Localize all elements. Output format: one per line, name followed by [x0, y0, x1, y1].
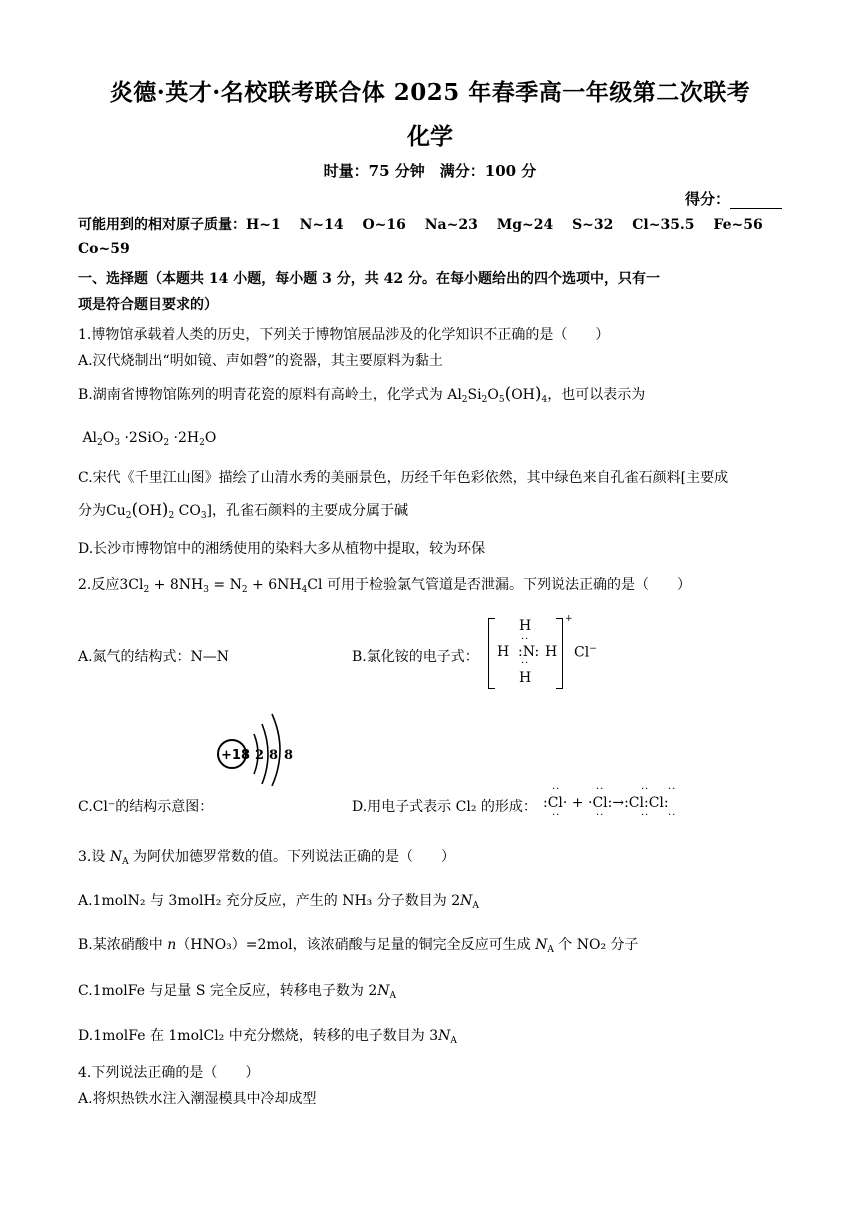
q3-stem: 3.设 $N_A$ 为阿伏加德罗常数的值。下列说法正确的是（ ） — [78, 849, 456, 867]
q1-option-d: D.长沙市博物馆中的湘绣使用的染料大多从植物中提取，较为环保 — [78, 541, 486, 557]
q1-option-c-suffix: ]，孔雀石颜料的主要成分属于碱 — [206, 503, 409, 519]
q1-stem: 1.博物馆承载着人类的历史，下列关于博物馆展品涉及的化学知识不正确的是（ ） — [78, 327, 610, 343]
exam-title: 炎德·英才·名校联考联合体 2025 年春季高一年级第二次联考 — [109, 79, 751, 106]
q4-option-a: A.将炽热铁水注入潮湿模具中冷却成型 — [78, 1091, 317, 1107]
score-label: 得分： — [684, 190, 730, 208]
score-field — [685, 188, 782, 209]
cl-ion-structure-diagram — [210, 706, 310, 786]
q3-option-d: D.1molFe 在 1molCl₂ 中充分燃烧，转移的电子数目为 $3N_A$ — [78, 1028, 457, 1046]
svg-text:8: 8 — [284, 748, 294, 763]
svg-text:2: 2 — [255, 748, 265, 763]
q3-option-c-text: C.1molFe 与足量 S 完全反应，转移电子数为 — [78, 983, 364, 999]
time-info: 时量：75 分钟 满分：100 分 — [323, 162, 537, 180]
kaolin-formula: $Al_2Si_2O_5(OH)_4$ — [447, 384, 548, 405]
q2-option-b: B.氯化铵的电子式： — [352, 649, 479, 665]
q1-option-c-prefix: 分为 — [78, 503, 106, 519]
q2-stem-suffix: 可用于检验氯气管道是否泄漏。下列说法正确的是（ ） — [326, 577, 691, 593]
exam-page: 炎德·英才·名校联考联合体 2025 年春季高一年级第二次联考 化学 时量：75 分钟 满分：100 分 得分： 可能用到的相对原子质量：H~1 N~14 O~16 Na~23 Mg~24 S~32 Cl~35.5 Fe~56 Co~59 一、选择题（本题共 14 小题，每小题 3 分，共 42 分。在每小题给出的四个选项中，只有一 项是符合题目要求的） 1.博物馆承载着人类的历史，下列关于博物馆展品涉及的化学知识不正确的是（ ） A.汉代烧制出“明如镜、声如磬”的瓷器，其主要原料为黏土 B.湖南省博物馆陈列的明青花瓷的原料有高岭土，化学式为 $Al_2Si_2O_5(OH)_4$，也可以表示为 $Al_2O_3 \cdot 2SiO_2 \cdot 2H_2O$ C.宋代《千里江山图》描绘了山清水秀的美丽景色，历经千年色彩依然，其中绿色来自孔雀石颜料[主要成 分为$Cu_2(OH)_2$ $CO_3$]，孔雀石颜料的主要成分属于碱 D.长沙市博物馆中的湘绣使用的染料大多从植物中提取，较为环保 2.反应$3Cl_2 + 8NH_3 = N_2 + 6NH_4Cl$ 可用于检验氯气管道是否泄漏。下列说法正确的是（ ） A.氮气的结构式：N—N B.氯化铵的电子式： H ·· H :N: H ·· H + Cl− +18 2 8 8 C.Cl⁻的结构示意图： D.用电子式表示 Cl₂ 的形成： ·· :Cl· + ·Cl:→:Cl:Cl: ·· ·· ·· ·· ·· ·· ·· 3.设 $N_A$ 为阿伏加德罗常数的值。下列说法正确的是（ ） A.1molN₂ 与 3molH₂ 充分反应，产生的 NH₃ 分子数目为 $2N_A$ B.某浓硝酸中 n（HNO₃）=2mol，该浓硝酸与足量的铜完全反应可生成 $N_A$ 个 NO₂ 分子 C.1molFe 与足量 S 完全反应，转移电子数为 $2N_A$ D.1molFe 在 1molCl₂ 中充分燃烧，转移的电子数目为 $3N_A$ 4.下列说法正确的是（ ） A.将炽热铁水注入潮湿模具中冷却成型 — [0, 0, 860, 1216]
score-blank[interactable] — [730, 194, 782, 209]
q1-option-b — [78, 384, 645, 405]
q4-stem: 4.下列说法正确的是（ ） — [78, 1065, 260, 1081]
q2-stem — [78, 574, 691, 595]
q3-stem-prefix: 3.设 — [78, 849, 106, 865]
q3-option-c: C.1molFe 与足量 S 完全反应，转移电子数为 $2N_A$ — [78, 983, 397, 1001]
q1-option-b-suffix: ，也可以表示为 — [547, 387, 646, 403]
q3-stem-suffix: 为阿伏加德罗常数的值。下列说法正确的是（ ） — [133, 849, 456, 865]
q2-equation: $3Cl_2 + 8NH_3 = N_2 + 6NH_4Cl$ — [119, 577, 323, 595]
q3-option-a-text: A.1molN₂ 与 3molH₂ 充分反应，产生的 NH₃ 分子数目为 — [78, 893, 447, 909]
q3-option-b-mid: （HNO₃）=2mol，该浓硝酸与足量的铜完全反应可生成 — [176, 937, 531, 953]
q2-option-d: D.用电子式表示 Cl₂ 的形成： — [352, 799, 537, 815]
subject-title: 化学 — [407, 123, 453, 150]
q1-option-c-cont — [78, 500, 408, 521]
q3-option-a: A.1molN₂ 与 3molH₂ 充分反应，产生的 NH₃ 分子数目为 $2N_A$ — [78, 893, 479, 911]
svg-text:8: 8 — [269, 748, 279, 763]
atomic-masses-line1: 可能用到的相对原子质量：H~1 N~14 O~16 Na~23 Mg~24 S~32 Cl~35.5 Fe~56 — [78, 217, 763, 233]
q3-option-b-prefix: B.某浓硝酸中 — [78, 937, 163, 953]
atomic-masses-line2: Co~59 — [78, 241, 130, 257]
malachite-formula: $Cu_2(OH)_2$ $CO_3$ — [106, 500, 207, 521]
q2-option-c: C.Cl⁻的结构示意图： — [78, 799, 214, 815]
q3-option-b: B.某浓硝酸中 n（HNO₃）=2mol，该浓硝酸与足量的铜完全反应可生成 $N_A$ 个 NO₂ 分子 — [78, 937, 639, 955]
svg-text:+18: +18 — [221, 748, 250, 763]
kaolin-oxide-formula: $Al_2O_3 \cdot 2SiO_2 \cdot 2H_2O$ — [78, 430, 217, 448]
section1-heading: 一、选择题（本题共 14 小题，每小题 3 分，共 42 分。在每小题给出的四个选项中，只有一 — [78, 271, 660, 287]
q1-option-a: A.汉代烧制出“明如镜、声如磬”的瓷器，其主要原料为黏土 — [78, 353, 443, 369]
q2-option-a: A.氮气的结构式：N—N — [78, 649, 230, 665]
q2-stem-prefix: 2.反应 — [78, 577, 120, 593]
q3-option-b-suffix: 个 NO₂ 分子 — [558, 937, 639, 953]
q1-option-b-text: B.湖南省博物馆陈列的明青花瓷的原料有高岭土，化学式为 — [78, 387, 443, 403]
section1-heading-cont: 项是符合题目要求的） — [78, 297, 218, 313]
q3-option-d-text: D.1molFe 在 1molCl₂ 中充分燃烧，转移的电子数目为 — [78, 1028, 425, 1044]
q1-option-c: C.宋代《千里江山图》描绘了山清水秀的美丽景色，历经千年色彩依然，其中绿色来自孔雀石颜料[主要成 — [78, 470, 729, 486]
